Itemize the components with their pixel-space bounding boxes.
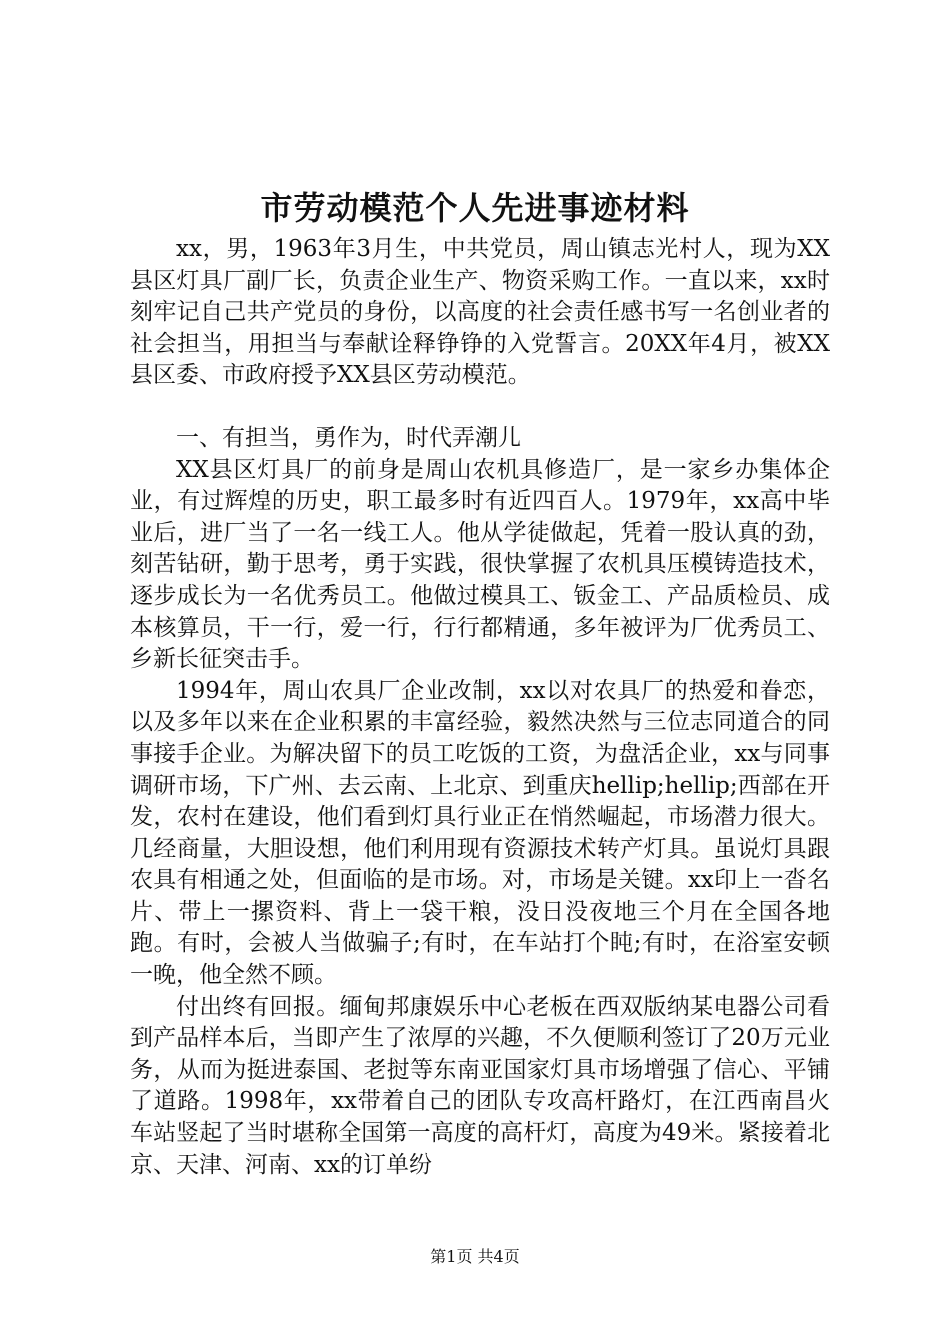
paragraph: 1994年，周山农具厂企业改制，xx以对农具厂的热爱和眷恋，以及多年以来在企业积累的丰富经验，毅然决然与三位志同道合的同事接手企业。为解决留下的员工吃饭的工资，为盘活企业，xx与同事调研市场，下广州、去云南、上北京、到重庆hellip;hellip;西部在开发，农村在建设，他们看到灯具行业正在悄然崛起，市场潜力很大。几经商量，大胆设想，他们利用现有资源技术转产灯具。虽说灯具跟农具有相通之处，但面临的是市场。对，市场是关键。xx印上一沓名片、带上一摞资料、背上一袋干粮，没日没夜地三个月在全国各地跑。有时，会被人当做骗子;有时，在车站打个盹;有时，在浴室安顿一晚，他全然不顾。 bbox=[130, 677, 830, 989]
document-title: 市劳动模范个人先进事迹材料 bbox=[260, 189, 690, 227]
document-body bbox=[130, 234, 830, 1181]
paragraph-intro: xx，男，1963年3月生，中共党员，周山镇志光村人，现为XX县区灯具厂副厂长，负责企业生产、物资采购工作。一直以来，xx时刻牢记自己共产党员的身份，以高度的社会责任感书写一名创业者的社会担当，用担当与奉献诠释铮铮的入党誓言。20XX年4月，被XX县区委、市政府授予XX县区劳动模范。 bbox=[130, 236, 830, 389]
paragraph: XX县区灯具厂的前身是周山农机具修造厂，是一家乡办集体企业，有过辉煌的历史，职工最多时有近四百人。1979年，xx高中毕业后，进厂当了一名一线工人。他从学徒做起，凭着一股认真的劲，刻苦钻研，勤于思考，勇于实践，很快掌握了农机具压模铸造技术，逐步成长为一名优秀员工。他做过模具工、钣金工、产品质检员、成本核算员，干一行，爱一行，行行都精通，多年被评为厂优秀员工、乡新长征突击手。 bbox=[130, 456, 830, 673]
paragraph: 付出终有回报。缅甸邦康娱乐中心老板在西双版纳某电器公司看到产品样本后，当即产生了浓厚的兴趣，不久便顺利签订了20万元业务，从而为挺进泰国、老挝等东南亚国家灯具市场增强了信心、平铺了道路。1998年，xx带着自己的团队专攻高杆路灯，在江西南昌火车站竖起了当时堪称全国第一高度的高杆灯，高度为49米。紧接着北京、天津、河南、xx的订单纷 bbox=[130, 993, 830, 1178]
page-footer: 第1页 共4页 bbox=[430, 1247, 520, 1266]
section-heading: 一、有担当，勇作为，时代弄潮儿 bbox=[176, 424, 521, 451]
